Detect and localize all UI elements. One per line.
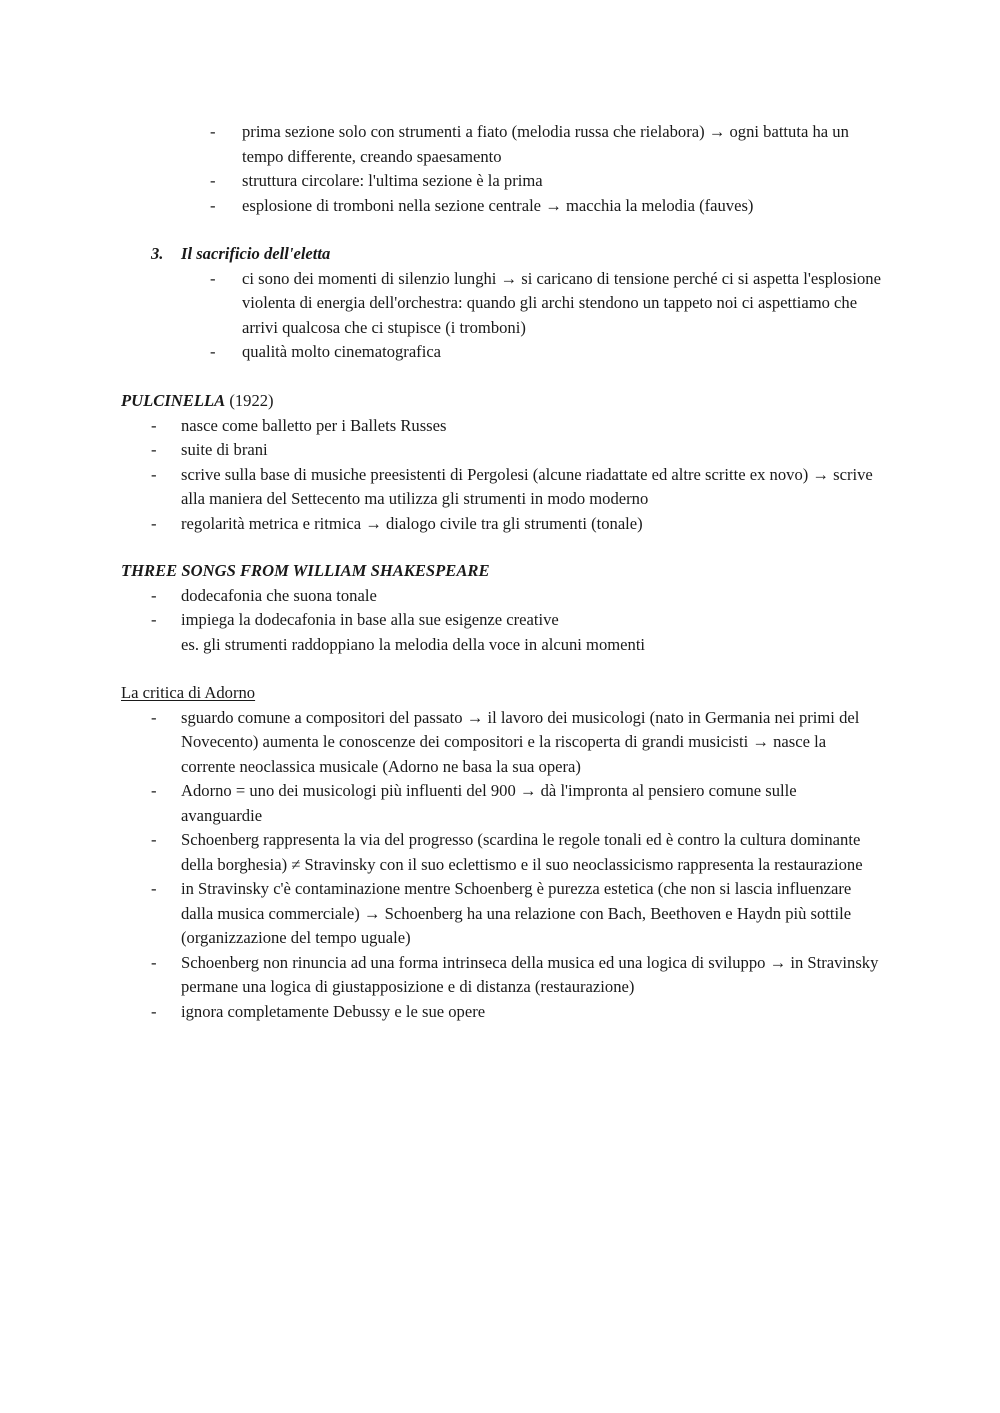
list-item-text: scrive sulla base di musiche preesistenti di Pergolesi (alcune riadattate ed altre scritte ex novo) → scrive alla maniera del Settecento ma utilizza gli strumenti in modo moderno xyxy=(181,464,873,508)
bullet-dash: - xyxy=(151,707,157,727)
section-adorno xyxy=(0,681,1000,1024)
bullet-dash: - xyxy=(210,122,216,141)
bullet-dash: - xyxy=(151,781,157,800)
list-item xyxy=(0,267,1000,341)
list-item-text: regolarità metrica e ritmica → dialogo civile tra gli strumenti (tonale) xyxy=(181,513,643,533)
list-item-text: dodecafonia che suona tonale xyxy=(181,585,377,605)
list-item xyxy=(0,706,1000,780)
list-item xyxy=(0,608,1000,633)
list-item xyxy=(0,120,1000,169)
heading-title: THREE SONGS FROM WILLIAM SHAKESPEARE xyxy=(121,561,490,580)
list-item xyxy=(0,951,1000,1000)
list-item-text: prima sezione solo con strumenti a fiato (melodia russa che rielabora) → ogni battuta ha un tempo differente, creando spaesamento xyxy=(242,122,849,166)
heading-title: PULCINELLA xyxy=(121,391,226,410)
list-item xyxy=(0,779,1000,828)
heading-title: Il sacrificio dell'eletta xyxy=(181,244,331,263)
list-item-text: qualità molto cinematografica xyxy=(242,342,442,361)
list-item-text: ignora completamente Debussy e le sue opere xyxy=(181,1001,486,1021)
bullet-dash: - xyxy=(151,1001,157,1021)
section-sacrificio xyxy=(0,242,1000,365)
section-heading xyxy=(121,559,1000,584)
bullet-dash: - xyxy=(151,952,157,972)
bullet-dash: - xyxy=(210,171,216,190)
list-item-text: esplosione di tromboni nella sezione centrale → macchia la melodia (fauves) xyxy=(242,195,754,215)
bullet-dash: - xyxy=(210,342,216,361)
list-item-text: sguardo comune a compositori del passato → il lavoro dei musicologi (nato in Germania nei primi del Novecento) aumenta le conoscenze dei compositori e la riscoperta di grandi musicisti → nasce la corrente neoclassica musicale (Adorno ne basa la sua opera) xyxy=(181,707,860,776)
list-item xyxy=(0,877,1000,951)
section-pulcinella xyxy=(0,389,1000,536)
list-item-text: Schoenberg rappresenta la via del progresso (scardina le regole tonali ed è contro la cultura dominante della borghesia) ≠ Stravinsky con il suo eclettismo e il suo neoclassicismo rappresenta la restaurazione xyxy=(181,830,863,874)
bullet-dash: - xyxy=(151,440,157,459)
list-item-text: ci sono dei momenti di silenzio lunghi → si caricano di tensione perché ci si aspetta l'esplosione violenta di energia dell'orchestra: quando gli archi stendono un tappeto noi ci aspettiamo che arrivi qualcosa che ci stupisce (i tromboni) xyxy=(242,268,881,337)
bullet-dash: - xyxy=(210,195,216,215)
bullet-dash: - xyxy=(151,830,157,849)
section-heading xyxy=(121,681,1000,706)
list-item-text: in Stravinsky c'è contaminazione mentre Schoenberg è purezza estetica (che non si lascia influenzare dalla musica commerciale) → Schoenberg ha una relazione con Bach, Beethoven e Haydn più sottile (organizzazione del tempo uguale) xyxy=(181,879,852,947)
list-item xyxy=(0,414,1000,439)
section-three-songs xyxy=(0,559,1000,657)
top-bullet-list xyxy=(0,120,1000,218)
list-item xyxy=(0,438,1000,463)
list-item xyxy=(0,194,1000,219)
list-item-text: impiega la dodecafonia in base alla sue esigenze creative xyxy=(181,610,559,629)
heading-number: 3. xyxy=(151,244,164,263)
list-item-text: suite di brani xyxy=(181,440,268,459)
bullet-dash: - xyxy=(151,464,157,484)
heading-year: (1922) xyxy=(225,391,274,410)
heading-title: La critica di Adorno xyxy=(121,683,256,702)
list-item xyxy=(0,828,1000,877)
section-heading xyxy=(121,389,1000,414)
bullet-dash: - xyxy=(210,268,216,288)
bullet-dash: - xyxy=(151,513,157,533)
example-note: es. gli strumenti raddoppiano la melodia della voce in alcuni momenti xyxy=(181,634,646,654)
bullet-dash: - xyxy=(151,879,157,898)
list-item xyxy=(0,512,1000,537)
list-item-text: Schoenberg non rinuncia ad una forma intrinseca della musica ed una logica di sviluppo → in Stravinsky permane una logica di giustapposizione e di distanza (restaurazione) xyxy=(181,952,879,996)
list-item-text: nasce come balletto per i Ballets Russes xyxy=(181,415,447,435)
list-item-text: struttura circolare: l'ultima sezione è la prima xyxy=(242,171,543,190)
list-item xyxy=(0,463,1000,512)
list-item xyxy=(0,1000,1000,1025)
numbered-heading xyxy=(0,242,1000,267)
bullet-dash: - xyxy=(151,415,157,435)
list-item xyxy=(0,584,1000,609)
list-item-text: Adorno = uno dei musicologi più influenti del 900 → dà l'impronta al pensiero comune sulle avanguardie xyxy=(181,781,797,825)
bullet-dash: - xyxy=(151,610,157,629)
list-item xyxy=(0,340,1000,365)
bullet-dash: - xyxy=(151,585,157,605)
list-item xyxy=(0,169,1000,194)
